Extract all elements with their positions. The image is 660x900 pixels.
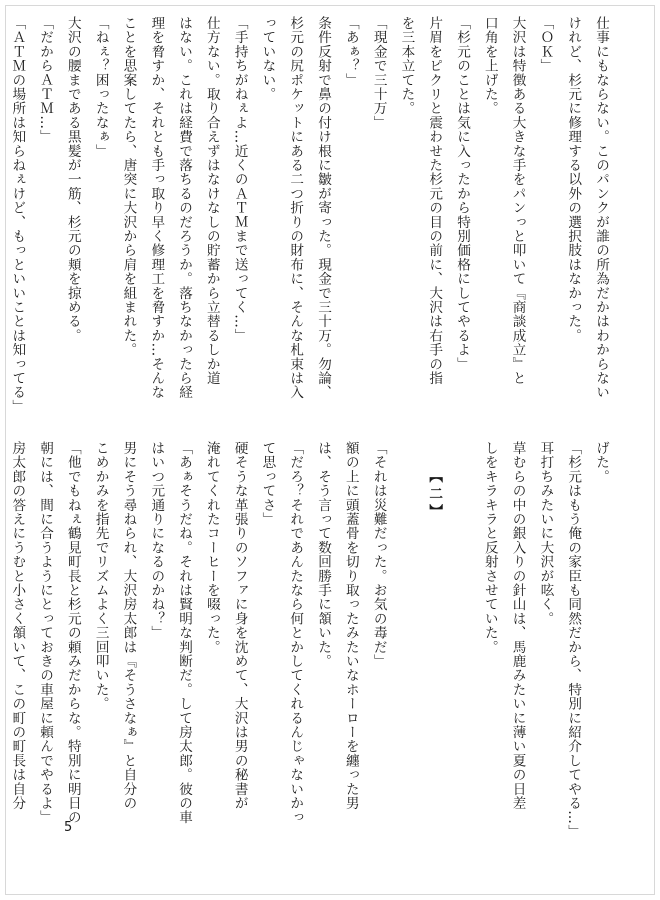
text-line: 房太郎の答えにうむと小さく頷いて、この町の町長は自分 bbox=[9, 441, 26, 811]
text-line: 「だろ？それであんたなら何とかしてくれるんじゃないかっ bbox=[287, 441, 304, 825]
text-line: っていない。 bbox=[259, 16, 276, 102]
text-line: 耳打ちみたいに大沢が呟く。 bbox=[537, 441, 554, 626]
text-line: 片眉をピクリと震わせた杉元の目の前に、大沢は右手の指 bbox=[426, 16, 443, 386]
text-line: 条件反射で鼻の付け根に皺が寄った。現金で三十万。勿論、 bbox=[315, 16, 332, 400]
text-line: しをキラキラと反射させていた。 bbox=[481, 441, 498, 654]
blank-line bbox=[392, 441, 420, 822]
section-heading: 【二】 bbox=[426, 469, 443, 522]
text-line: 「杉元のことは気に入ったから特別価格にしてやるよ」 bbox=[454, 16, 471, 371]
text-line: 杉元の尻ポケットにある二つ折りの財布に、そんな札束は入 bbox=[287, 16, 304, 400]
text-line: 朝には、間に合うようにとっておきの車屋に頼んでやるよ」 bbox=[37, 441, 54, 825]
text-line: 理を脅すか、それとも手っ取り早く修理工を脅すか…そんな bbox=[148, 16, 165, 400]
text-line: こめかみを指先でリズムよく三回叩いた。 bbox=[92, 441, 109, 711]
text-line: 大沢は特徴ある大きな手をパンっと叩いて『商談成立』と bbox=[509, 16, 526, 386]
text-line: 淹れてくれたコーヒーを啜った。 bbox=[203, 441, 220, 654]
text-line: 「他でもねぇ鶴見町長と杉元の頼みだからな。特別に明日の bbox=[64, 441, 81, 825]
text-line: 男にそう尋ねられ、大沢房太郎は『そうさなぁ』と自分の bbox=[120, 441, 137, 811]
text-line: 「ＡＴＭの場所は知らねぇけど、もっといいことは知ってる」 bbox=[9, 16, 26, 414]
text-line: はない。これは経費で落ちるのだろうか。落ちなかったら経 bbox=[176, 16, 193, 400]
text-line: はいつ元通りになるのかね？」 bbox=[148, 441, 165, 640]
text-line: て思ってさ」 bbox=[259, 441, 276, 527]
text-line: 「あぁ？」 bbox=[342, 16, 359, 87]
text-line: 硬そうな革張りのソファに身を沈めて、大沢は男の秘書が bbox=[231, 441, 248, 811]
text-line: 口角を上げた。 bbox=[481, 16, 498, 116]
text-line: 額の上に頭蓋骨を切り取ったみたいなホーローを纏った男 bbox=[342, 441, 359, 811]
novel-page-body bbox=[9, 16, 614, 839]
text-line: 「それは災難だった。お気の毒だ」 bbox=[370, 441, 387, 669]
text-line: 「手持ちがねぇよ…近くのＡＴＭまで送ってく…」 bbox=[231, 16, 248, 343]
text-line: 「現金で三十万」 bbox=[370, 16, 387, 130]
text-line: ことを思案してたら、唐突に大沢から肩を組まれた。 bbox=[120, 16, 137, 357]
lower-text-block bbox=[9, 441, 614, 839]
text-line: は、そう言って数回勝手に頷いた。 bbox=[315, 441, 332, 669]
upper-text-block bbox=[9, 16, 614, 414]
text-line: 「ねぇ？困ったなぁ」 bbox=[92, 16, 109, 158]
text-line: 大沢の腰まである黒髪が一筋、杉元の頬を掠める。 bbox=[64, 16, 81, 343]
page-number: 5 bbox=[64, 820, 73, 835]
text-line: 「だからＡＴＭ…」 bbox=[37, 16, 54, 144]
text-line: けれど、杉元に修理する以外の選択肢はなかった。 bbox=[565, 16, 582, 343]
text-line: げた。 bbox=[593, 441, 609, 484]
text-line: 「杉元はもう俺の家臣も同然だから、特別に紹介してやる…」 bbox=[565, 441, 582, 839]
text-line: 草むらの中の銀入りの針山は、馬鹿みたいに薄い夏の日差 bbox=[509, 441, 526, 811]
text-line: 仕方ない。取り合えずはなけなしの貯蓄から立替るしか道 bbox=[203, 16, 220, 386]
text-line: 仕事にもならない。このパンクが誰の所為だかはわからない bbox=[593, 16, 609, 400]
text-line: 「ＯＫ」 bbox=[537, 16, 554, 73]
blank-line bbox=[447, 441, 475, 822]
text-line: 「あぁそうだね。それは賢明な判断だ。して房太郎。彼の車 bbox=[176, 441, 193, 825]
text-line: を三本立てた。 bbox=[398, 16, 415, 116]
